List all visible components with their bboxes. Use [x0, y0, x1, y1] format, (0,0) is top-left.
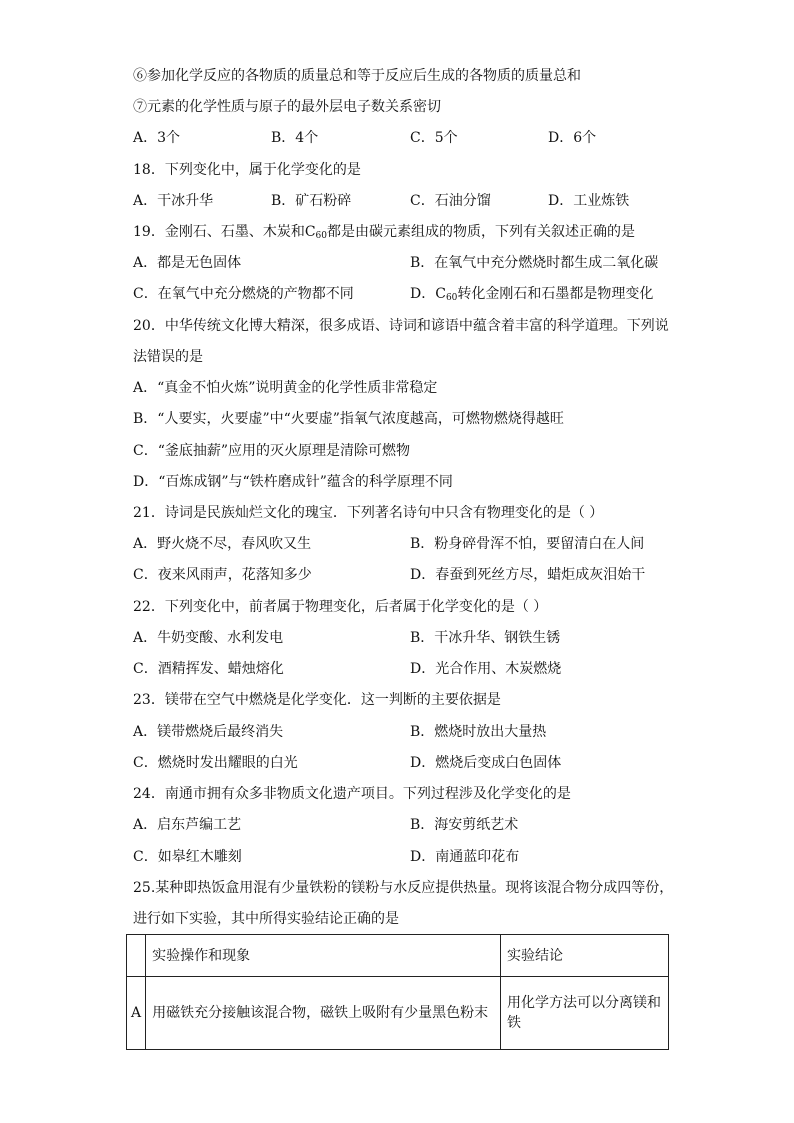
- q17-option-c[interactable]: C．5个: [410, 130, 458, 146]
- table-header-conclusion: 实验结论: [501, 935, 669, 977]
- q22-option-a[interactable]: A．牛奶变酸、水利发电: [133, 630, 284, 646]
- q20-option-d[interactable]: D．“百炼成钢”与“铁杵磨成针”蕴含的科学原理不同: [133, 474, 453, 490]
- statement-7: ⑦元素的化学性质与原子的最外层电子数关系密切: [133, 99, 441, 115]
- q19-option-c[interactable]: C．在氧气中充分燃烧的产物都不同: [133, 286, 354, 302]
- q21-option-b[interactable]: B．粉身碎骨浑不怕，要留清白在人间: [410, 536, 645, 552]
- statement-6: ⑥参加化学反应的各物质的质量总和等于反应后生成的各物质的质量总和: [133, 68, 581, 84]
- q19-option-b[interactable]: B．在氧气中充分燃烧时都生成二氧化碳: [410, 255, 659, 271]
- q20-option-b[interactable]: B．“人要实，火要虚”中“火要虚”指氧气浓度越高，可燃物燃烧得越旺: [133, 411, 564, 427]
- q21-option-c[interactable]: C．夜来风雨声，花落知多少: [133, 567, 312, 583]
- table-header-operation: 实验操作和现象: [146, 935, 501, 977]
- q19-option-d-part2: 转化金刚石和石墨都是物理变化: [457, 286, 654, 302]
- q18-option-c[interactable]: C．石油分馏: [410, 193, 491, 209]
- q19-option-a[interactable]: A．都是无色固体: [133, 255, 242, 271]
- q17-option-d[interactable]: D．6个: [548, 130, 597, 146]
- q19-stem-part2: 都是由碳元素组成的物质，下列有关叙述正确的是: [326, 224, 635, 240]
- q21-option-d[interactable]: D．春蚕到死丝方尽，蜡炬成灰泪始干: [410, 567, 646, 583]
- q19-option-d[interactable]: [410, 284, 653, 308]
- q23-option-a[interactable]: A．镁带燃烧后最终消失: [133, 724, 284, 740]
- q23-option-c[interactable]: C．燃烧时发出耀眼的白光: [133, 755, 298, 771]
- table-cell-label: A: [127, 977, 146, 1050]
- q23-stem: 23．镁带在空气中燃烧是化学变化．这一判断的主要依据是: [133, 692, 501, 708]
- q19-option-d-part1: D．C: [410, 286, 446, 302]
- q18-option-d[interactable]: D．工业炼铁: [548, 193, 630, 209]
- q25-results-table: [126, 934, 669, 1050]
- q22-option-b[interactable]: B．干冰升华、钢铁生锈: [410, 630, 561, 646]
- q19-stem-subscript: 60: [315, 231, 327, 241]
- q18-option-a[interactable]: A．干冰升华: [133, 193, 214, 209]
- q18-stem: 18．下列变化中，属于化学变化的是: [133, 162, 361, 178]
- q24-option-d[interactable]: D．南通蓝印花布: [410, 849, 520, 865]
- q23-option-b[interactable]: B．燃烧时放出大量热: [410, 724, 547, 740]
- table-header-row: [127, 935, 669, 977]
- table-cell-operation: 用磁铁充分接触该混合物，磁铁上吸附有少量黑色粉末: [146, 977, 501, 1050]
- q22-option-c[interactable]: C．酒精挥发、蜡烛熔化: [133, 661, 284, 677]
- q20-option-a[interactable]: A．“真金不怕火炼”说明黄金的化学性质非常稳定: [133, 380, 438, 396]
- q19-option-d-subscript: 60: [445, 293, 458, 303]
- q22-option-d[interactable]: D．光合作用、木炭燃烧: [410, 661, 562, 677]
- q21-option-a[interactable]: A．野火烧不尽，春风吹又生: [133, 536, 312, 552]
- q18-option-b[interactable]: B．矿石粉碎: [271, 193, 352, 209]
- q20-option-c[interactable]: C．“釜底抽薪”应用的灭火原理是清除可燃物: [133, 443, 411, 459]
- q24-option-a[interactable]: A．启东芦编工艺: [133, 817, 242, 833]
- q21-stem: 21．诗词是民族灿烂文化的瑰宝．下列著名诗句中只含有物理变化的是（ ）: [133, 505, 604, 521]
- q19-stem: [133, 222, 635, 246]
- q25-stem-line1: 25.某种即热饭盒用混有少量铁粉的镁粉与水反应提供热量。现将该混合物分成四等份，: [133, 880, 674, 896]
- q24-stem: 24．南通市拥有众多非物质文化遗产项目。下列过程涉及化学变化的是: [133, 786, 571, 802]
- table-cell-conclusion: 用化学方法可以分离镁和铁: [501, 977, 669, 1050]
- q25-stem-line2: 进行如下实验，其中所得实验结论正确的是: [133, 911, 399, 927]
- q17-option-b[interactable]: B．4个: [271, 130, 319, 146]
- q22-stem: 22．下列变化中，前者属于物理变化，后者属于化学变化的是（ ）: [133, 599, 548, 615]
- q24-option-c[interactable]: C．如皋红木雕刻: [133, 849, 242, 865]
- q23-option-d[interactable]: D．燃烧后变成白色固体: [410, 755, 562, 771]
- table-row: [127, 977, 669, 1050]
- q19-stem-part1: 19．金刚石、石墨、木炭和C: [133, 224, 316, 240]
- table-header-index: [127, 935, 146, 977]
- q17-option-a[interactable]: A．3个: [133, 130, 181, 146]
- q24-option-b[interactable]: B．海安剪纸艺术: [410, 817, 519, 833]
- q20-stem-line1: 20．中华传统文化博大精深，很多成语、诗词和谚语中蕴含着丰富的科学道理。下列说: [133, 318, 669, 334]
- q20-stem-line2: 法错误的是: [133, 349, 203, 365]
